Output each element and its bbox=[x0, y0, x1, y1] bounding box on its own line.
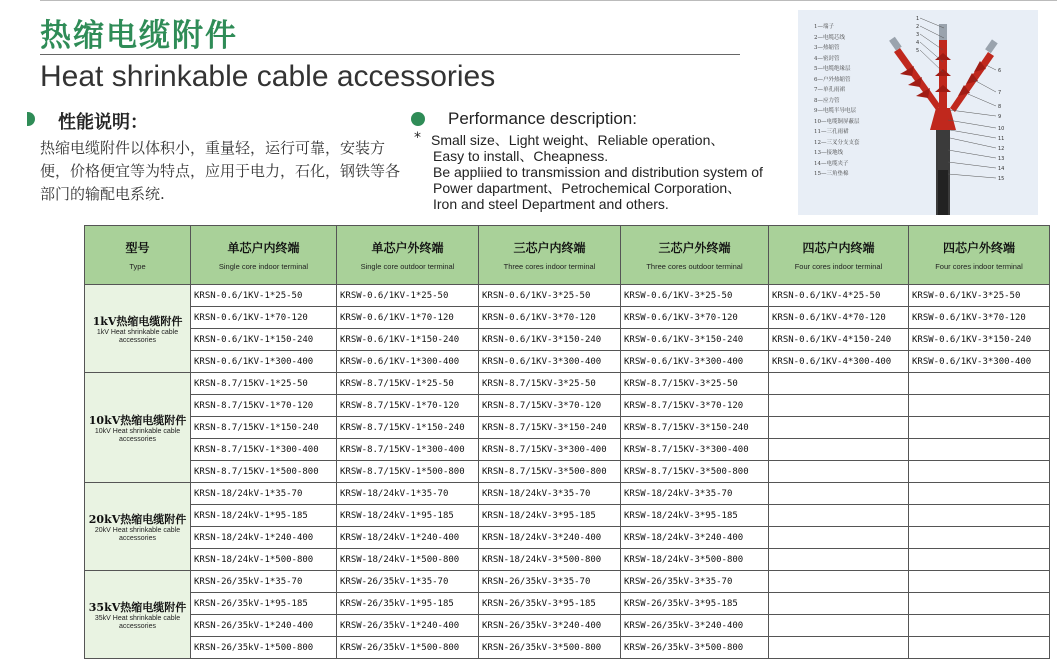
model-cell: KRSN-8.7/15KV-1*500-800 bbox=[191, 461, 337, 483]
model-cell: KRSW-18/24kV-3*35-70 bbox=[621, 483, 769, 505]
model-cell: KRSN-0.6/1KV-1*300-400 bbox=[191, 351, 337, 373]
table-row bbox=[85, 483, 1050, 505]
model-cell: KRSW-18/24kV-3*500-800 bbox=[621, 549, 769, 571]
voltage-group-en: 10kV Heat shrinkable cable accessories bbox=[94, 427, 181, 443]
table-row bbox=[85, 549, 1050, 571]
model-cell bbox=[909, 527, 1050, 549]
model-cell: KRSW-8.7/15KV-3*150-240 bbox=[621, 417, 769, 439]
performance-heading-en: Performance description: bbox=[448, 109, 637, 128]
model-cell: KRSW-0.6/1KV-3*150-240 bbox=[621, 329, 769, 351]
model-cell: KRSN-0.6/1KV-3*70-120 bbox=[479, 307, 621, 329]
model-cell: KRSN-18/24kV-1*240-400 bbox=[191, 527, 337, 549]
model-cell: KRSW-26/35kV-3*95-185 bbox=[621, 593, 769, 615]
performance-en-line: Power dapartment、Petrochemical Corporation、 bbox=[433, 180, 742, 196]
column-header bbox=[191, 226, 337, 285]
model-cell: KRSN-0.6/1KV-4*70-120 bbox=[769, 307, 909, 329]
model-cell: KRSN-26/35kV-3*95-185 bbox=[479, 593, 621, 615]
model-cell: KRSN-0.6/1KV-1*70-120 bbox=[191, 307, 337, 329]
table-row bbox=[85, 285, 1050, 307]
model-cell bbox=[909, 637, 1050, 659]
performance-body-en bbox=[431, 132, 801, 212]
model-cell: KRSW-18/24kV-3*95-185 bbox=[621, 505, 769, 527]
model-cell bbox=[909, 505, 1050, 527]
model-cell: KRSN-8.7/15KV-3*300-400 bbox=[479, 439, 621, 461]
callout-number: 6 bbox=[998, 68, 1002, 74]
model-cell: KRSW-18/24kV-1*500-800 bbox=[337, 549, 479, 571]
column-header-en: Four cores indoor terminal bbox=[794, 262, 883, 271]
model-cell: KRSW-26/35kV-1*240-400 bbox=[337, 615, 479, 637]
model-cell: KRSN-18/24kV-1*500-800 bbox=[191, 549, 337, 571]
model-cell bbox=[909, 571, 1050, 593]
leader-line bbox=[920, 18, 944, 28]
model-cell: KRSN-0.6/1KV-4*25-50 bbox=[769, 285, 909, 307]
model-cell: KRSN-18/24kV-3*240-400 bbox=[479, 527, 621, 549]
shed-shape bbox=[935, 85, 951, 92]
voltage-group-en: 1kV Heat shrinkable cable accessories bbox=[96, 328, 179, 344]
callout-number: 10 bbox=[998, 126, 1005, 132]
leader-line bbox=[948, 120, 996, 128]
diagram-legend-item: 7—单孔雨裙 bbox=[814, 87, 845, 93]
performance-en-line: Easy to install、Cheapness. bbox=[433, 148, 609, 164]
voltage-group-cell bbox=[85, 483, 191, 571]
model-cell bbox=[769, 461, 909, 483]
model-cell: KRSW-8.7/15KV-1*300-400 bbox=[337, 439, 479, 461]
column-header bbox=[769, 226, 909, 285]
diagram-legend-item: 12—三叉分支支套 bbox=[814, 139, 860, 146]
column-header-cn: 四芯户外终端 bbox=[942, 241, 1015, 255]
model-cell: KRSW-26/35kV-3*35-70 bbox=[621, 571, 769, 593]
model-cell: KRSW-8.7/15KV-1*25-50 bbox=[337, 373, 479, 395]
model-cell: KRSW-26/35kV-3*240-400 bbox=[621, 615, 769, 637]
model-cell bbox=[769, 505, 909, 527]
diagram-legend-item: 14—电缆夹子 bbox=[814, 160, 849, 167]
column-header bbox=[479, 226, 621, 285]
diagram-legend-item: 1—端子 bbox=[814, 24, 834, 30]
lug-shape bbox=[985, 39, 998, 53]
model-cell: KRSN-0.6/1KV-1*150-240 bbox=[191, 329, 337, 351]
leader-line bbox=[968, 94, 996, 106]
model-cell: KRSN-26/35kV-1*240-400 bbox=[191, 615, 337, 637]
model-cell bbox=[769, 439, 909, 461]
model-cell: KRSW-8.7/15KV-1*500-800 bbox=[337, 461, 479, 483]
table-row bbox=[85, 571, 1050, 593]
diagram-legend-item: 15—三角垫棉 bbox=[814, 171, 849, 177]
model-cell: KRSN-18/24kV-1*35-70 bbox=[191, 483, 337, 505]
cable-terminal-diagram bbox=[798, 10, 1038, 215]
table-row bbox=[85, 351, 1050, 373]
model-cell: KRSN-0.6/1KV-3*25-50 bbox=[479, 285, 621, 307]
callout-number: 7 bbox=[998, 90, 1002, 96]
model-cell: KRSW-0.6/1KV-3*70-120 bbox=[909, 307, 1050, 329]
green-dot-bullet-icon bbox=[411, 112, 425, 126]
model-cell: KRSW-0.6/1KV-3*150-240 bbox=[909, 329, 1050, 351]
column-header bbox=[85, 226, 191, 285]
model-cell: KRSN-8.7/15KV-1*300-400 bbox=[191, 439, 337, 461]
model-cell bbox=[909, 483, 1050, 505]
model-cell: KRSN-26/35kV-3*240-400 bbox=[479, 615, 621, 637]
voltage-group-cn: 20kV热缩电缆附件 bbox=[88, 512, 187, 526]
model-cell: KRSN-26/35kV-1*35-70 bbox=[191, 571, 337, 593]
callout-number: 14 bbox=[998, 166, 1005, 172]
model-cell: KRSW-18/24kV-1*240-400 bbox=[337, 527, 479, 549]
performance-en-line: Iron and steel Department and others. bbox=[433, 196, 669, 212]
diagram-legend-item: 9—电缆半导电层 bbox=[814, 108, 856, 114]
performance-en-line: Be appliied to transmission and distribution system of bbox=[433, 164, 763, 180]
model-cell: KRSW-8.7/15KV-3*300-400 bbox=[621, 439, 769, 461]
model-cell: KRSN-26/35kV-3*500-800 bbox=[479, 637, 621, 659]
top-rule bbox=[40, 0, 1057, 1]
column-header-en: Four cores indoor terminal bbox=[935, 262, 1023, 271]
model-cell bbox=[769, 483, 909, 505]
model-cell: KRSN-18/24kV-3*95-185 bbox=[479, 505, 621, 527]
product-model-table bbox=[84, 225, 1050, 659]
model-cell: KRSN-0.6/1KV-4*300-400 bbox=[769, 351, 909, 373]
cable-terminal-illustration bbox=[798, 10, 1038, 215]
model-cell bbox=[909, 593, 1050, 615]
asterisk-marker: * bbox=[414, 130, 421, 146]
diagram-legend-item: 6—户外热缩管 bbox=[814, 76, 851, 83]
callout-number: 8 bbox=[998, 104, 1002, 110]
table-row bbox=[85, 505, 1050, 527]
model-cell: KRSN-8.7/15KV-1*25-50 bbox=[191, 373, 337, 395]
model-cell: KRSW-0.6/1KV-1*150-240 bbox=[337, 329, 479, 351]
column-header-cn: 单芯户外终端 bbox=[371, 241, 444, 255]
model-cell: KRSW-0.6/1KV-1*25-50 bbox=[337, 285, 479, 307]
leader-line bbox=[974, 80, 996, 92]
performance-en-line: Small size、Light weight、Reliable operation、 bbox=[431, 132, 725, 148]
voltage-group-cell bbox=[85, 285, 191, 373]
model-cell bbox=[909, 439, 1050, 461]
page-title-cn: 热缩电缆附件 bbox=[40, 18, 238, 54]
model-cell bbox=[769, 637, 909, 659]
table-row bbox=[85, 527, 1050, 549]
right-sheds bbox=[958, 61, 986, 96]
left-branch-shape bbox=[894, 48, 941, 110]
leader-line bbox=[950, 110, 996, 116]
table-row bbox=[85, 307, 1050, 329]
leader-line bbox=[950, 138, 996, 148]
table-body bbox=[85, 285, 1050, 659]
table-row bbox=[85, 461, 1050, 483]
table-row bbox=[85, 329, 1050, 351]
model-cell: KRSW-0.6/1KV-3*70-120 bbox=[621, 307, 769, 329]
table-header-row bbox=[85, 226, 1050, 285]
model-cell: KRSN-26/35kV-3*35-70 bbox=[479, 571, 621, 593]
column-header bbox=[909, 226, 1050, 285]
column-header-cn: 三芯户内终端 bbox=[513, 241, 586, 255]
table-row bbox=[85, 373, 1050, 395]
model-cell: KRSN-8.7/15KV-1*70-120 bbox=[191, 395, 337, 417]
voltage-group-cell bbox=[85, 571, 191, 659]
callout-number: 12 bbox=[998, 146, 1005, 152]
model-cell: KRSW-0.6/1KV-1*70-120 bbox=[337, 307, 479, 329]
model-cell: KRSW-18/24kV-1*95-185 bbox=[337, 505, 479, 527]
model-cell: KRSW-26/35kV-1*500-800 bbox=[337, 637, 479, 659]
diagram-legend-item: 8—应力管 bbox=[814, 97, 840, 104]
voltage-group-cn: 35kV热缩电缆附件 bbox=[88, 600, 187, 614]
voltage-group-cn: 1kV热缩电缆附件 bbox=[92, 314, 183, 328]
model-cell bbox=[769, 593, 909, 615]
model-cell: KRSW-8.7/15KV-1*150-240 bbox=[337, 417, 479, 439]
model-cell: KRSW-8.7/15KV-3*500-800 bbox=[621, 461, 769, 483]
model-cell: KRSN-0.6/1KV-3*300-400 bbox=[479, 351, 621, 373]
model-cell: KRSW-26/35kV-1*95-185 bbox=[337, 593, 479, 615]
callout-number: 1 bbox=[916, 16, 920, 22]
table-row bbox=[85, 615, 1050, 637]
model-cell: KRSW-18/24kV-1*35-70 bbox=[337, 483, 479, 505]
callout-number: 9 bbox=[998, 114, 1002, 120]
column-header-cn: 型号 bbox=[125, 241, 150, 255]
model-cell bbox=[909, 549, 1050, 571]
model-cell: KRSN-8.7/15KV-1*150-240 bbox=[191, 417, 337, 439]
breakout-boot-shape bbox=[930, 108, 956, 130]
leader-line bbox=[948, 162, 996, 168]
model-cell: KRSN-18/24kV-3*500-800 bbox=[479, 549, 621, 571]
model-cell: KRSW-0.6/1KV-3*300-400 bbox=[621, 351, 769, 373]
column-header-cn: 三芯户外终端 bbox=[658, 241, 731, 255]
diagram-legend-item: 2—电缆芯线 bbox=[814, 34, 845, 41]
column-header-en: Single core indoor terminal bbox=[218, 262, 309, 271]
callout-number: 3 bbox=[916, 32, 920, 38]
performance-heading-cn: 性能说明： bbox=[58, 112, 148, 133]
product-table-wrapper bbox=[84, 225, 1049, 659]
table-row bbox=[85, 637, 1050, 659]
model-cell: KRSW-8.7/15KV-1*70-120 bbox=[337, 395, 479, 417]
column-header bbox=[337, 226, 479, 285]
model-cell bbox=[769, 395, 909, 417]
model-cell: KRSN-0.6/1KV-3*150-240 bbox=[479, 329, 621, 351]
leader-line bbox=[986, 65, 996, 70]
model-cell bbox=[909, 461, 1050, 483]
model-cell: KRSN-0.6/1KV-1*25-50 bbox=[191, 285, 337, 307]
model-cell: KRSW-18/24kV-3*240-400 bbox=[621, 527, 769, 549]
model-cell bbox=[909, 395, 1050, 417]
model-cell: KRSW-8.7/15KV-3*25-50 bbox=[621, 373, 769, 395]
table-row bbox=[85, 593, 1050, 615]
model-cell: KRSW-0.6/1KV-3*25-50 bbox=[909, 285, 1050, 307]
column-header bbox=[621, 226, 769, 285]
model-cell: KRSW-26/35kV-1*35-70 bbox=[337, 571, 479, 593]
model-cell bbox=[769, 571, 909, 593]
diagram-legend-item: 4—密封管 bbox=[814, 55, 840, 62]
callout-number: 13 bbox=[998, 156, 1005, 162]
model-cell: KRSN-26/35kV-1*500-800 bbox=[191, 637, 337, 659]
model-cell: KRSN-18/24kV-1*95-185 bbox=[191, 505, 337, 527]
callout-number: 2 bbox=[916, 24, 920, 30]
leader-line bbox=[950, 130, 996, 138]
diagram-legend-item: 5—电缆绝缘层 bbox=[814, 66, 851, 72]
cable-sheath-shape bbox=[938, 170, 948, 215]
voltage-group-cn: 10kV热缩电缆附件 bbox=[88, 413, 187, 427]
model-cell bbox=[769, 615, 909, 637]
column-header-en: Single core outdoor terminal bbox=[360, 262, 455, 271]
callout-number: 11 bbox=[998, 136, 1005, 142]
model-cell bbox=[909, 373, 1050, 395]
diagram-legend-item: 13—接地线 bbox=[814, 150, 843, 156]
model-cell bbox=[909, 417, 1050, 439]
callout-number: 5 bbox=[916, 48, 920, 54]
column-header-en: Three cores indoor terminal bbox=[503, 262, 596, 271]
model-cell: KRSN-8.7/15KV-3*25-50 bbox=[479, 373, 621, 395]
shed-shape bbox=[935, 69, 951, 76]
model-cell bbox=[769, 527, 909, 549]
leader-line bbox=[948, 174, 996, 178]
half-circle-bullet-icon bbox=[27, 112, 35, 126]
column-header-en: Three cores outdoor terminal bbox=[646, 262, 743, 271]
model-cell: KRSW-0.6/1KV-1*300-400 bbox=[337, 351, 479, 373]
table-row bbox=[85, 417, 1050, 439]
diagram-legend-item: 10—电缆铜屏蔽层 bbox=[814, 118, 860, 125]
voltage-group-en: 20kV Heat shrinkable cable accessories bbox=[94, 526, 181, 542]
model-cell bbox=[769, 549, 909, 571]
column-header-cn: 单芯户内终端 bbox=[227, 241, 300, 255]
page-title-en: Heat shrinkable cable accessories bbox=[40, 60, 496, 93]
voltage-group-en: 35kV Heat shrinkable cable accessories bbox=[94, 614, 181, 630]
middle-sheds bbox=[935, 53, 951, 92]
performance-body-cn: 热缩电缆附件以体积小，重量轻，运行可靠，安装方便，价格便宜等为特点，应用于电力，石化，钢铁等各部门的输配电系统. bbox=[40, 139, 401, 203]
model-cell: KRSN-18/24kV-3*35-70 bbox=[479, 483, 621, 505]
diagram-legend-item: 3—热缩管 bbox=[814, 45, 840, 51]
diagram-legend-item: 11—三孔雨裙 bbox=[814, 129, 849, 135]
model-cell: KRSN-8.7/15KV-3*500-800 bbox=[479, 461, 621, 483]
model-cell: KRSN-8.7/15KV-3*70-120 bbox=[479, 395, 621, 417]
model-cell: KRSN-26/35kV-1*95-185 bbox=[191, 593, 337, 615]
shed-shape bbox=[935, 53, 951, 60]
model-cell bbox=[769, 373, 909, 395]
model-cell: KRSW-26/35kV-3*500-800 bbox=[621, 637, 769, 659]
callout-number: 4 bbox=[916, 40, 920, 46]
model-cell: KRSN-8.7/15KV-3*150-240 bbox=[479, 417, 621, 439]
column-header-cn: 四芯户内终端 bbox=[802, 241, 875, 255]
model-cell: KRSN-0.6/1KV-4*150-240 bbox=[769, 329, 909, 351]
table-row bbox=[85, 395, 1050, 417]
voltage-group-cell bbox=[85, 373, 191, 483]
column-header-en: Type bbox=[129, 262, 146, 271]
callout-number: 15 bbox=[998, 176, 1005, 182]
model-cell: KRSW-0.6/1KV-3*25-50 bbox=[621, 285, 769, 307]
model-cell: KRSW-0.6/1KV-3*300-400 bbox=[909, 351, 1050, 373]
model-cell bbox=[769, 417, 909, 439]
title-divider bbox=[40, 54, 740, 55]
model-cell bbox=[909, 615, 1050, 637]
table-row bbox=[85, 439, 1050, 461]
model-cell: KRSW-8.7/15KV-3*70-120 bbox=[621, 395, 769, 417]
leader-line bbox=[948, 150, 996, 158]
